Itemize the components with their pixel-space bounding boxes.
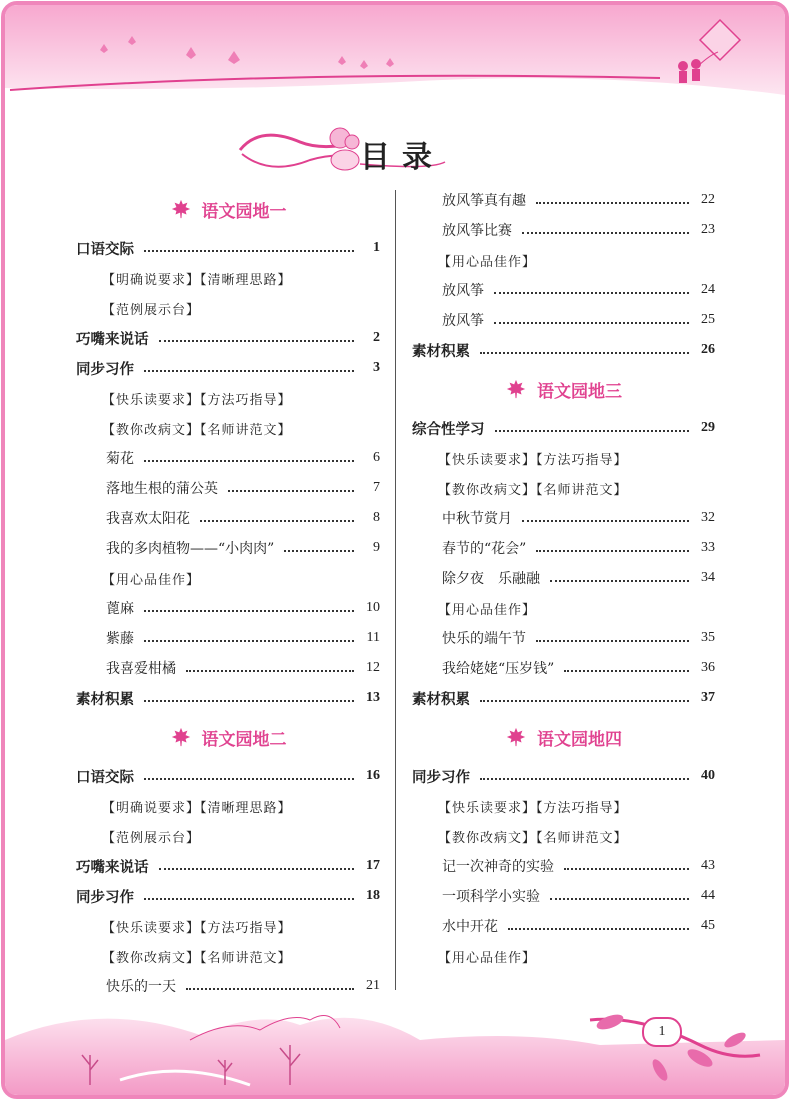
toc-entry-page: 22 bbox=[701, 192, 715, 207]
toc-entry-title: 【快乐读要求】【方法巧指导】 bbox=[102, 920, 292, 936]
toc-entry-page: 43 bbox=[701, 858, 715, 873]
toc-tag-line bbox=[412, 245, 715, 275]
toc-entry-title: 【快乐读要求】【方法巧指导】 bbox=[438, 452, 628, 468]
toc-entry[interactable] bbox=[412, 215, 715, 245]
toc-entry-page: 17 bbox=[366, 858, 380, 873]
toc-entry-page: 24 bbox=[701, 282, 715, 297]
toc-entry-title: 【用心品佳作】 bbox=[438, 950, 537, 966]
page-title: 目录 bbox=[360, 140, 444, 175]
section-heading bbox=[412, 365, 715, 413]
toc-right-column bbox=[412, 185, 715, 971]
section-title: 语文园地一 bbox=[201, 201, 287, 222]
toc-entry-title: 除夕夜 乐融融 bbox=[442, 571, 540, 587]
toc-tag-line bbox=[412, 791, 715, 821]
dot-leader bbox=[494, 322, 689, 324]
toc-entry[interactable] bbox=[76, 971, 380, 1001]
dot-leader bbox=[508, 928, 689, 930]
toc-entry-title: 素材积累 bbox=[412, 691, 470, 708]
toc-entry-title: 落地生根的蒲公英 bbox=[106, 481, 218, 497]
toc-entry-page: 45 bbox=[701, 918, 715, 933]
toc-entry-title: 春节的“花会” bbox=[442, 541, 527, 557]
toc-entry-page: 2 bbox=[373, 330, 380, 345]
toc-tag-line bbox=[76, 563, 380, 593]
toc-tag-line bbox=[76, 413, 380, 443]
toc-tag-line bbox=[412, 941, 715, 971]
dot-leader bbox=[536, 202, 689, 204]
toc-entry-page: 21 bbox=[366, 978, 380, 993]
toc-entry-page: 25 bbox=[701, 312, 715, 327]
dot-leader bbox=[186, 670, 354, 672]
dot-leader bbox=[144, 460, 354, 462]
toc-entry-title: 我喜爱柑橘 bbox=[106, 661, 176, 677]
toc-entry-page: 23 bbox=[701, 222, 715, 237]
toc-tag-line bbox=[412, 473, 715, 503]
dot-leader bbox=[228, 490, 354, 492]
toc-entry-page: 32 bbox=[701, 510, 715, 525]
toc-entry[interactable] bbox=[76, 473, 380, 503]
toc-entry-title: 快乐的一天 bbox=[106, 979, 176, 995]
dot-leader bbox=[159, 868, 355, 870]
toc-entry[interactable] bbox=[76, 233, 380, 263]
toc-entry-page: 3 bbox=[373, 360, 380, 375]
toc-entry[interactable] bbox=[412, 503, 715, 533]
toc-entry[interactable] bbox=[76, 881, 380, 911]
page-number: 1 bbox=[642, 1017, 682, 1047]
dot-leader bbox=[159, 340, 355, 342]
toc-tag-line bbox=[76, 911, 380, 941]
toc-entry-title: 【范例展示台】 bbox=[102, 830, 201, 846]
toc-entry[interactable] bbox=[76, 323, 380, 353]
toc-entry-title: 【教你改病文】【名师讲范文】 bbox=[438, 830, 628, 846]
toc-entry-page: 7 bbox=[373, 480, 380, 495]
toc-entry-title: 【快乐读要求】【方法巧指导】 bbox=[438, 800, 628, 816]
toc-entry-page: 29 bbox=[701, 420, 715, 435]
toc-entry[interactable] bbox=[76, 503, 380, 533]
dot-leader bbox=[144, 610, 354, 612]
toc-entry-title: 【明确说要求】【清晰理思路】 bbox=[102, 272, 292, 288]
column-divider bbox=[395, 190, 396, 990]
toc-entry[interactable] bbox=[76, 593, 380, 623]
toc-entry-page: 37 bbox=[701, 690, 715, 705]
dot-leader bbox=[536, 640, 689, 642]
maple-leaf-icon bbox=[170, 198, 192, 220]
toc-entry-title: 我的多肉植物——“小肉肉” bbox=[106, 541, 275, 557]
toc-tag-line bbox=[412, 593, 715, 623]
toc-entry-title: 【教你改病文】【名师讲范文】 bbox=[102, 422, 292, 438]
section-heading bbox=[76, 185, 380, 233]
toc-entry-title: 放风筝 bbox=[442, 313, 484, 329]
toc-entry[interactable] bbox=[412, 851, 715, 881]
toc-entry[interactable] bbox=[412, 881, 715, 911]
dot-leader bbox=[144, 250, 354, 252]
toc-entry-page: 8 bbox=[373, 510, 380, 525]
toc-tag-line bbox=[76, 383, 380, 413]
section-heading bbox=[76, 713, 380, 761]
toc-entry-title: 同步习作 bbox=[76, 889, 134, 906]
toc-entry[interactable] bbox=[412, 653, 715, 683]
toc-entry-title: 一项科学小实验 bbox=[442, 889, 540, 905]
toc-entry-title: 【明确说要求】【清晰理思路】 bbox=[102, 800, 292, 816]
dot-leader bbox=[144, 778, 354, 780]
toc-entry-title: 口语交际 bbox=[76, 769, 134, 786]
toc-entry-page: 12 bbox=[366, 660, 380, 675]
toc-entry-title: 快乐的端午节 bbox=[442, 631, 526, 647]
dot-leader bbox=[536, 550, 689, 552]
toc-entry[interactable] bbox=[76, 683, 380, 713]
dot-leader bbox=[494, 292, 689, 294]
dot-leader bbox=[144, 640, 354, 642]
toc-entry-title: 我给姥姥“压岁钱” bbox=[442, 661, 555, 677]
toc-tag-line bbox=[76, 293, 380, 323]
dot-leader bbox=[284, 550, 354, 552]
maple-leaf-icon bbox=[505, 726, 527, 748]
toc-entry-page: 6 bbox=[373, 450, 380, 465]
toc-tag-line bbox=[412, 821, 715, 851]
toc-entry-title: 记一次神奇的实验 bbox=[442, 859, 554, 875]
toc-entry[interactable] bbox=[76, 851, 380, 881]
toc-entry-title: 【快乐读要求】【方法巧指导】 bbox=[102, 392, 292, 408]
dot-leader bbox=[564, 670, 689, 672]
toc-tag-line bbox=[76, 821, 380, 851]
toc-entry-title: 【教你改病文】【名师讲范文】 bbox=[102, 950, 292, 966]
toc-entry-title: 我喜欢太阳花 bbox=[106, 511, 190, 527]
toc-entry-title: 综合性学习 bbox=[412, 421, 485, 438]
toc-entry-title: 巧嘴来说话 bbox=[76, 331, 149, 348]
toc-entry[interactable] bbox=[76, 761, 380, 791]
toc-entry-page: 1 bbox=[373, 240, 380, 255]
toc-tag-line bbox=[76, 791, 380, 821]
toc-entry-title: 【用心品佳作】 bbox=[102, 572, 201, 588]
toc-entry[interactable] bbox=[76, 533, 380, 563]
dot-leader bbox=[550, 898, 689, 900]
maple-leaf-icon bbox=[505, 378, 527, 400]
section-title: 语文园地四 bbox=[537, 729, 622, 750]
toc-entry-title: 素材积累 bbox=[412, 343, 470, 360]
toc-entry[interactable] bbox=[412, 185, 715, 215]
dot-leader bbox=[522, 520, 689, 522]
toc-entry-title: 【范例展示台】 bbox=[102, 302, 201, 318]
maple-leaf-icon bbox=[170, 726, 192, 748]
toc-entry[interactable] bbox=[76, 623, 380, 653]
toc-entry-page: 36 bbox=[701, 660, 715, 675]
toc-entry[interactable] bbox=[76, 353, 380, 383]
toc-entry[interactable] bbox=[412, 563, 715, 593]
dot-leader bbox=[480, 778, 689, 780]
toc-entry[interactable] bbox=[412, 911, 715, 941]
section-title: 语文园地二 bbox=[201, 729, 287, 750]
dot-leader bbox=[480, 700, 689, 702]
toc-entry[interactable] bbox=[412, 275, 715, 305]
toc-entry[interactable] bbox=[412, 683, 715, 713]
toc-entry-title: 紫藤 bbox=[106, 631, 134, 647]
toc-entry[interactable] bbox=[412, 305, 715, 335]
toc-entry[interactable] bbox=[412, 335, 715, 365]
toc-entry-page: 26 bbox=[701, 342, 715, 357]
toc-entry[interactable] bbox=[412, 413, 715, 443]
section-title: 语文园地三 bbox=[537, 381, 622, 402]
dot-leader bbox=[550, 580, 689, 582]
dot-leader bbox=[144, 898, 354, 900]
toc-entry-page: 35 bbox=[701, 630, 715, 645]
toc-entry-page: 44 bbox=[701, 888, 715, 903]
toc-entry-title: 放风筝比赛 bbox=[442, 223, 512, 239]
toc-entry-page: 16 bbox=[366, 768, 380, 783]
toc-entry-title: 同步习作 bbox=[412, 769, 470, 786]
toc-tag-line bbox=[412, 443, 715, 473]
toc-entry-title: 放风筝真有趣 bbox=[442, 193, 526, 209]
dot-leader bbox=[186, 988, 354, 990]
dot-leader bbox=[200, 520, 354, 522]
toc-left-column bbox=[76, 185, 380, 1001]
toc-entry-title: 【用心品佳作】 bbox=[438, 602, 537, 618]
toc-entry-page: 40 bbox=[701, 768, 715, 783]
toc-entry[interactable] bbox=[412, 761, 715, 791]
toc-entry-title: 中秋节赏月 bbox=[442, 511, 512, 527]
toc-tag-line bbox=[76, 263, 380, 293]
toc-entry-page: 10 bbox=[366, 600, 380, 615]
toc-entry-title: 口语交际 bbox=[76, 241, 134, 258]
toc-entry-title: 巧嘴来说话 bbox=[76, 859, 149, 876]
dot-leader bbox=[144, 370, 354, 372]
section-heading bbox=[412, 713, 715, 761]
toc-entry[interactable] bbox=[76, 653, 380, 683]
toc-entry-title: 蓖麻 bbox=[106, 601, 134, 617]
toc-entry-title: 同步习作 bbox=[76, 361, 134, 378]
toc-entry[interactable] bbox=[412, 623, 715, 653]
toc-entry-title: 水中开花 bbox=[442, 919, 498, 935]
dot-leader bbox=[522, 232, 689, 234]
dot-leader bbox=[144, 700, 354, 702]
toc-entry-page: 9 bbox=[373, 540, 380, 555]
toc-entry[interactable] bbox=[412, 533, 715, 563]
dot-leader bbox=[480, 352, 689, 354]
toc-entry-title: 【用心品佳作】 bbox=[438, 254, 537, 270]
dot-leader bbox=[495, 430, 690, 432]
toc-entry-title: 素材积累 bbox=[76, 691, 134, 708]
toc-tag-line bbox=[76, 941, 380, 971]
toc-entry-page: 33 bbox=[701, 540, 715, 555]
toc-entry-page: 18 bbox=[366, 888, 380, 903]
toc-entry-title: 菊花 bbox=[106, 451, 134, 467]
toc-entry-page: 11 bbox=[366, 630, 380, 645]
toc-entry[interactable] bbox=[76, 443, 380, 473]
toc-entry-title: 【教你改病文】【名师讲范文】 bbox=[438, 482, 628, 498]
dot-leader bbox=[564, 868, 689, 870]
toc-entry-page: 34 bbox=[701, 570, 715, 585]
toc-entry-title: 放风筝 bbox=[442, 283, 484, 299]
toc-entry-page: 13 bbox=[366, 690, 380, 705]
